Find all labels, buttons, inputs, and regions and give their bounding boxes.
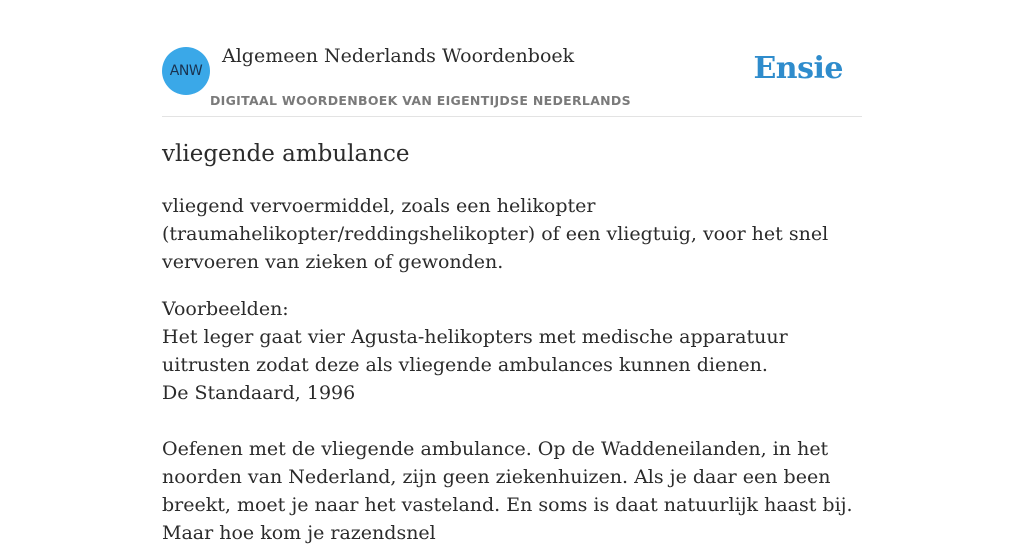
example-text: Oefenen met de vliegende ambulance. Op de Waddeneilanden, in het noorden van Nederland, zijn geen ziekenhuizen. Als je daar een been breekt, moet je naar het vasteland. En soms is daat natuurlijk haast bij. Maar hoe kom je razendsnel xyxy=(162,438,853,544)
entry-definition: vliegend vervoermiddel, zoals een helikopter (traumahelikopter/reddingshelikopter) of een vliegtuig, voor het snel vervoeren van zieken of gewonden. xyxy=(162,195,829,273)
entry-headword: vliegende ambulance xyxy=(162,141,410,167)
site-title[interactable]: Algemeen Nederlands Woordenboek xyxy=(222,45,575,67)
entry-content xyxy=(162,136,862,547)
examples-section xyxy=(162,295,862,547)
ensie-brand-logo[interactable]: Ensie xyxy=(753,51,843,86)
example-spacer xyxy=(162,407,862,435)
examples-label: Voorbeelden: xyxy=(162,298,289,320)
site-subtitle: DIGITAAL WOORDENBOEK VAN EIGENTIJDSE NEDERLANDS xyxy=(210,93,631,108)
example-source: De Standaard, 1996 xyxy=(162,382,356,404)
anw-logo[interactable]: ANW xyxy=(162,47,210,95)
site-header xyxy=(162,0,862,117)
example-text: Het leger gaat vier Agusta-helikopters met medische apparatuur uitrusten zodat deze als vliegende ambulances kunnen dienen. xyxy=(162,326,788,376)
